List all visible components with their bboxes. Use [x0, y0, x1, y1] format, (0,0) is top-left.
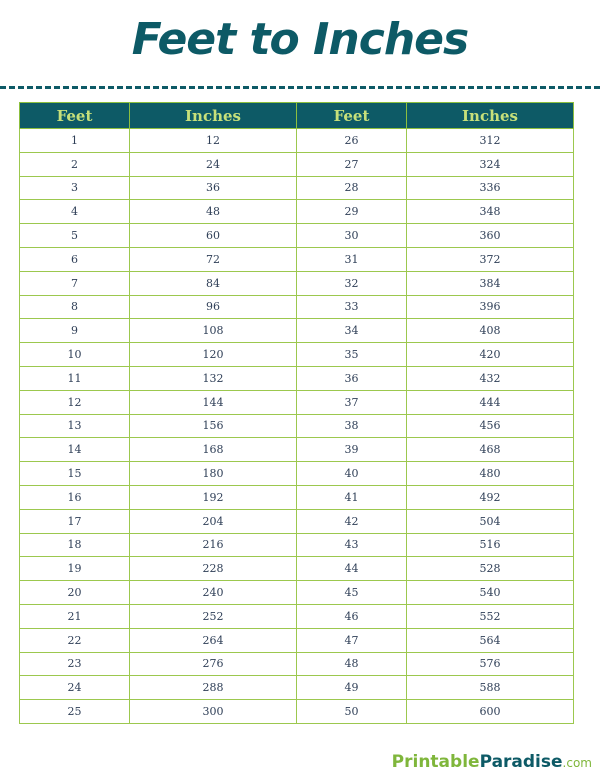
inches-cell: 552	[407, 604, 574, 628]
table-row	[20, 438, 574, 462]
feet-cell: 14	[20, 438, 130, 462]
feet-cell: 42	[297, 509, 407, 533]
table-row	[20, 485, 574, 509]
inches-cell: 48	[130, 200, 297, 224]
feet-cell: 24	[20, 676, 130, 700]
inches-cell: 504	[407, 509, 574, 533]
table-row	[20, 700, 574, 724]
feet-cell: 46	[297, 604, 407, 628]
table-row	[20, 152, 574, 176]
inches-cell: 576	[407, 652, 574, 676]
inches-cell: 528	[407, 557, 574, 581]
table-row	[20, 247, 574, 271]
inches-cell: 312	[407, 129, 574, 153]
inches-cell: 324	[407, 152, 574, 176]
feet-cell: 11	[20, 366, 130, 390]
inches-cell: 252	[130, 604, 297, 628]
brand-part: Paradise	[479, 752, 563, 772]
inches-cell: 336	[407, 176, 574, 200]
table-body	[20, 129, 574, 724]
table-row	[20, 200, 574, 224]
brand-logo	[392, 752, 592, 773]
feet-cell: 21	[20, 604, 130, 628]
feet-cell: 38	[297, 414, 407, 438]
feet-cell: 29	[297, 200, 407, 224]
feet-cell: 30	[297, 224, 407, 248]
inches-cell: 60	[130, 224, 297, 248]
table-row	[20, 343, 574, 367]
inches-cell: 192	[130, 485, 297, 509]
inches-cell: 360	[407, 224, 574, 248]
feet-cell: 33	[297, 295, 407, 319]
feet-cell: 22	[20, 628, 130, 652]
inches-cell: 384	[407, 271, 574, 295]
feet-cell: 13	[20, 414, 130, 438]
feet-cell: 23	[20, 652, 130, 676]
feet-cell: 10	[20, 343, 130, 367]
table-row	[20, 390, 574, 414]
inches-cell: 492	[407, 485, 574, 509]
feet-cell: 35	[297, 343, 407, 367]
brand-part: Printable	[391, 752, 480, 772]
feet-cell: 9	[20, 319, 130, 343]
inches-cell: 276	[130, 652, 297, 676]
header-inches: Inches	[130, 103, 297, 129]
feet-cell: 16	[20, 485, 130, 509]
inches-cell: 456	[407, 414, 574, 438]
inches-cell: 408	[407, 319, 574, 343]
feet-cell: 15	[20, 462, 130, 486]
feet-cell: 48	[297, 652, 407, 676]
feet-cell: 19	[20, 557, 130, 581]
inches-cell: 12	[130, 129, 297, 153]
inches-cell: 348	[407, 200, 574, 224]
feet-cell: 36	[297, 366, 407, 390]
feet-cell: 3	[20, 176, 130, 200]
feet-cell: 28	[297, 176, 407, 200]
inches-cell: 372	[407, 247, 574, 271]
feet-cell: 8	[20, 295, 130, 319]
header-feet: Feet	[20, 103, 130, 129]
page-title: Feet to Inches	[131, 14, 469, 65]
table-row	[20, 628, 574, 652]
table-row	[20, 224, 574, 248]
inches-cell: 216	[130, 533, 297, 557]
inches-cell: 288	[130, 676, 297, 700]
inches-cell: 432	[407, 366, 574, 390]
feet-cell: 44	[297, 557, 407, 581]
inches-cell: 600	[407, 700, 574, 724]
feet-cell: 37	[297, 390, 407, 414]
inches-cell: 204	[130, 509, 297, 533]
inches-cell: 240	[130, 581, 297, 605]
inches-cell: 84	[130, 271, 297, 295]
inches-cell: 168	[130, 438, 297, 462]
table-row	[20, 129, 574, 153]
table-row	[20, 271, 574, 295]
inches-cell: 396	[407, 295, 574, 319]
table-row	[20, 462, 574, 486]
table-row	[20, 319, 574, 343]
feet-cell: 20	[20, 581, 130, 605]
header-inches: Inches	[407, 103, 574, 129]
header-feet: Feet	[297, 103, 407, 129]
inches-cell: 36	[130, 176, 297, 200]
table-row	[20, 604, 574, 628]
feet-cell: 31	[297, 247, 407, 271]
inches-cell: 108	[130, 319, 297, 343]
inches-cell: 72	[130, 247, 297, 271]
inches-cell: 444	[407, 390, 574, 414]
feet-cell: 5	[20, 224, 130, 248]
table-row	[20, 533, 574, 557]
header-row	[20, 103, 574, 129]
inches-cell: 132	[130, 366, 297, 390]
inches-cell: 264	[130, 628, 297, 652]
feet-cell: 47	[297, 628, 407, 652]
table-row	[20, 295, 574, 319]
feet-cell: 45	[297, 581, 407, 605]
inches-cell: 588	[407, 676, 574, 700]
inches-cell: 516	[407, 533, 574, 557]
feet-cell: 25	[20, 700, 130, 724]
feet-cell: 2	[20, 152, 130, 176]
inches-cell: 468	[407, 438, 574, 462]
feet-cell: 34	[297, 319, 407, 343]
feet-cell: 50	[297, 700, 407, 724]
table-row	[20, 652, 574, 676]
table-row	[20, 176, 574, 200]
feet-cell: 17	[20, 509, 130, 533]
table-row	[20, 366, 574, 390]
table-row	[20, 414, 574, 438]
feet-cell: 27	[297, 152, 407, 176]
feet-cell: 49	[297, 676, 407, 700]
feet-cell: 26	[297, 129, 407, 153]
inches-cell: 144	[130, 390, 297, 414]
inches-cell: 300	[130, 700, 297, 724]
feet-cell: 43	[297, 533, 407, 557]
feet-cell: 41	[297, 485, 407, 509]
table-row	[20, 581, 574, 605]
inches-cell: 24	[130, 152, 297, 176]
table-row	[20, 557, 574, 581]
inches-cell: 120	[130, 343, 297, 367]
feet-cell: 6	[20, 247, 130, 271]
conversion-table	[19, 102, 574, 724]
feet-cell: 7	[20, 271, 130, 295]
inches-cell: 540	[407, 581, 574, 605]
inches-cell: 564	[407, 628, 574, 652]
table-row	[20, 509, 574, 533]
feet-cell: 40	[297, 462, 407, 486]
feet-cell: 18	[20, 533, 130, 557]
inches-cell: 420	[407, 343, 574, 367]
feet-cell: 32	[297, 271, 407, 295]
dashed-divider	[0, 86, 600, 89]
inches-cell: 480	[407, 462, 574, 486]
feet-cell: 39	[297, 438, 407, 462]
feet-cell: 4	[20, 200, 130, 224]
inches-cell: 96	[130, 295, 297, 319]
feet-cell: 1	[20, 129, 130, 153]
brand-part: .com	[562, 756, 592, 770]
inches-cell: 228	[130, 557, 297, 581]
inches-cell: 180	[130, 462, 297, 486]
inches-cell: 156	[130, 414, 297, 438]
table-row	[20, 676, 574, 700]
feet-cell: 12	[20, 390, 130, 414]
